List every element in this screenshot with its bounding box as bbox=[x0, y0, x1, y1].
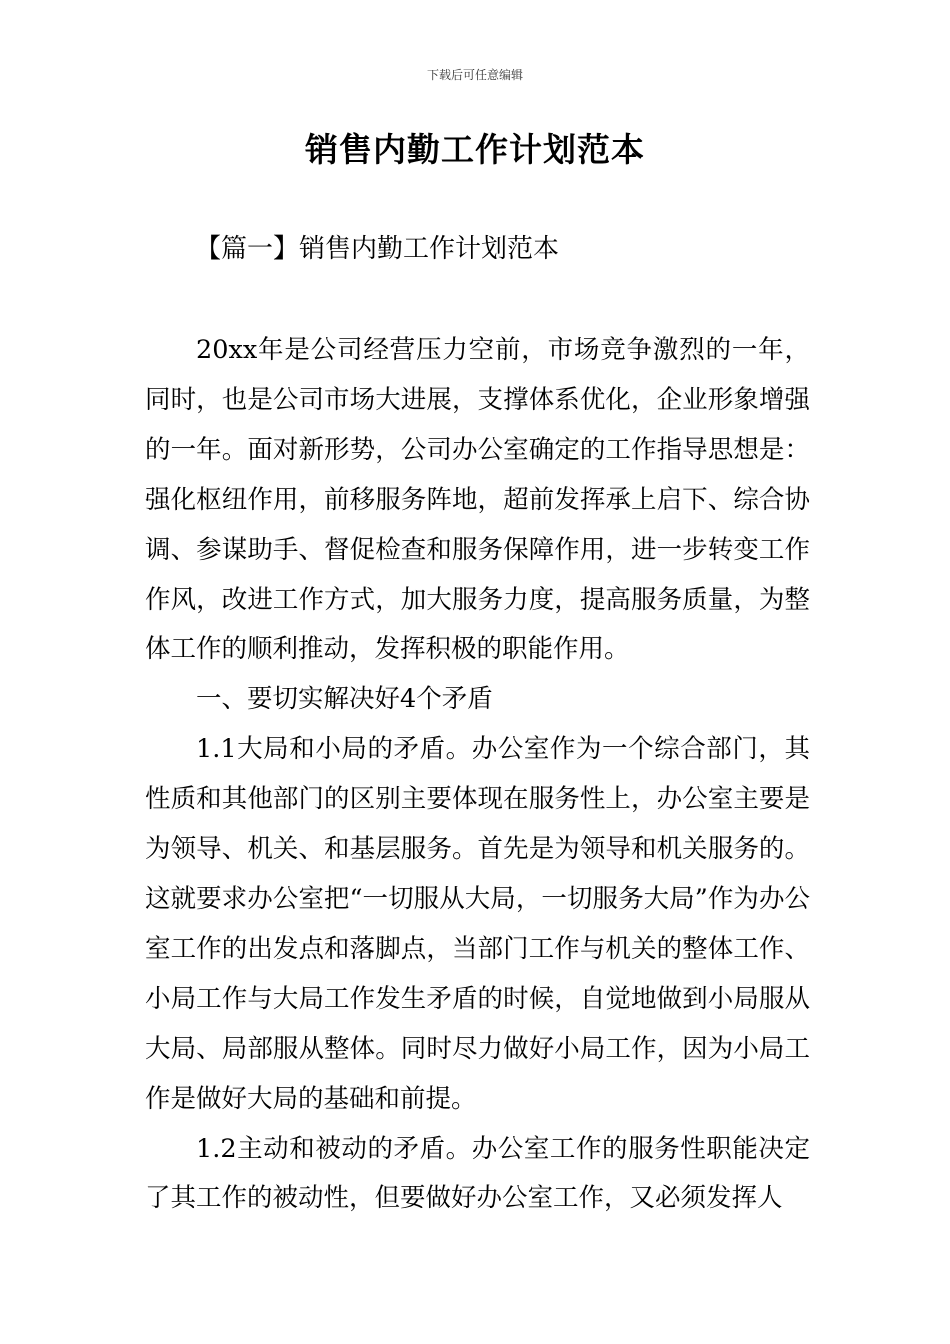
paragraph-heading-contradictions: 一、要切实解决好4个矛盾 bbox=[196, 684, 493, 715]
paragraph-intro: 20xx年是公司经营压力空前，市场竞争激烈的一年，同时，也是公司市场大进展，支撑体系优化，企业形象增强的一年。面对新形势，公司办公室确定的工作指导思想是：强化枢纽作用，前移服务阵地，超前发挥承上启下、综合协调、参谋助手、督促检查和服务保障作用，进一步转变工作作风，改进工作方式，加大服务力度，提高服务质量，为整体工作的顺利推动，发挥积极的职能作用。 bbox=[145, 335, 810, 665]
body-text bbox=[145, 326, 810, 1224]
paragraph-1-2: 1.2主动和被动的矛盾。办公室工作的服务性职能决定了其工作的被动性，但要做好办公室工作，又必须发挥人 bbox=[145, 1133, 810, 1214]
header-note: 下载后可任意编辑 bbox=[426, 68, 523, 82]
paragraph-1-1: 1.1大局和小局的矛盾。办公室作为一个综合部门，其性质和其他部门的区别主要体现在服务性上，办公室主要是为领导、机关、和基层服务。首先是为领导和机关服务的。这就要求办公室把“一切服从大局，一切服务大局”作为办公室工作的出发点和落脚点，当部门工作与机关的整体工作、小局工作与大局工作发生矛盾的时候，自觉地做到小局服从大局、局部服从整体。同时尽力做好小局工作，因为小局工作是做好大局的基础和前提。 bbox=[145, 734, 810, 1114]
document-title: 销售内勤工作计划范本 bbox=[305, 130, 645, 169]
section-heading: 【篇一】销售内勤工作计划范本 bbox=[195, 234, 560, 264]
